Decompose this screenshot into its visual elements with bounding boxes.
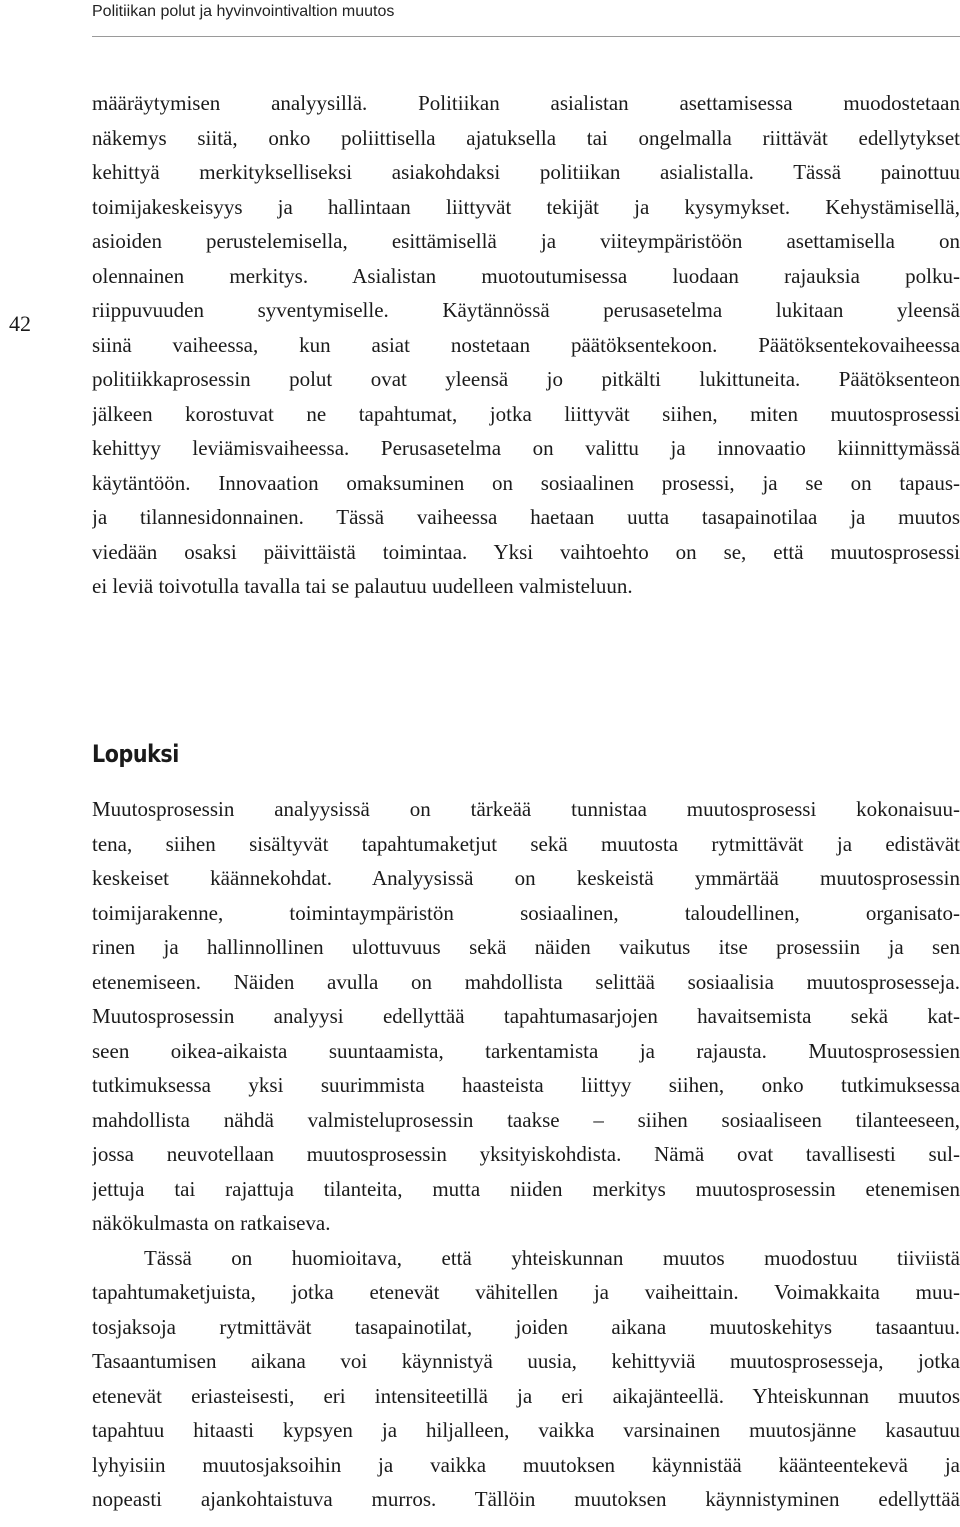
text-line: asioiden perustelemisella, esittämisellä ja viiteympäristöön asettamisella on bbox=[92, 229, 960, 253]
text-line: toimijarakenne, toimintaympäristön sosiaalinen, taloudellinen, organisato- bbox=[92, 900, 960, 925]
text-line: mahdollista nähdä valmisteluprosessin taakse – siihen sosiaaliseen tilanteeseen, bbox=[92, 1107, 960, 1132]
text-line: olennainen merkitys. Asialistan muotoutumisessa luodaan rajauksia polku- bbox=[92, 263, 960, 288]
text-line: määräytymisen analyysillä. Politiikan asialistan asettamisessa muodostetaan bbox=[92, 91, 960, 115]
text-line: lyhyisiin muutosjaksoihin ja vaikka muutoksen käynnistää käänteentekevä ja bbox=[92, 1452, 960, 1477]
body-paragraph-top bbox=[92, 86, 960, 604]
text-line: keskeiset käännekohdat. Analyysissä on keskeistä ymmärtää muutosprosessin bbox=[92, 866, 960, 890]
text-line: rinen ja hallinnollinen ulottuvuus sekä näiden vaikutus itse prosessiin ja sen bbox=[92, 935, 960, 959]
text-line: ja tilannesidonnainen. Tässä vaiheessa haetaan uutta tasapainotilaa ja muutos bbox=[92, 505, 960, 529]
page-number: 42 bbox=[9, 311, 31, 336]
text-line: etenemiseen. Näiden avulla on mahdollista selittää sosiaalisia muutosprosesseja. bbox=[92, 969, 960, 994]
text-line: seen oikea-aikaista suuntaamista, tarkentamista ja rajausta. Muutosprosessien bbox=[92, 1038, 960, 1063]
text-line: tena, siihen sisältyvät tapahtumaketjut sekä muutosta rytmittävät ja edistävät bbox=[92, 831, 960, 856]
text-line: politiikkaprosessin polut ovat yleensä jo pitkälti lukittuneita. Päätöksenteon bbox=[92, 367, 960, 391]
body-section-text bbox=[92, 792, 960, 1517]
text-line: toimijakeskeisyys ja hallintaan liittyvät tekijät ja kysymykset. Kehystämisellä, bbox=[92, 194, 960, 219]
text-line: Tässä on huomioitava, että yhteiskunnan muutos muodostuu tiiviistä bbox=[144, 1245, 960, 1270]
text-line: kehittyä merkitykselliseksi asiakohdaksi politiikan asialistalla. Tässä painottuu bbox=[92, 160, 960, 184]
section-heading: Lopuksi bbox=[92, 740, 179, 768]
text-line: Tasaantumisen aikana voi käynnistyä uusia, kehittyviä muutosprosesseja, jotka bbox=[92, 1349, 960, 1373]
text-line: kehittyy leviämisvaiheessa. Perusasetelma on valittu ja innovaatio kiinnittymässä bbox=[92, 436, 960, 460]
text-line: jettuja tai rajattuja tilanteita, mutta niiden merkitys muutosprosessin etenemisen bbox=[92, 1176, 960, 1201]
text-line: Muutosprosessin analyysissä on tärkeää tunnistaa muutosprosessi kokonaisuu- bbox=[92, 797, 960, 821]
text-line: ei leviä toivotulla tavalla tai se palautuu uudelleen valmisteluun. bbox=[92, 574, 633, 598]
text-line: tapahtumaketjuista, jotka etenevät vähitellen ja vaiheittain. Voimakkaita muu- bbox=[92, 1280, 960, 1304]
text-line: nopeasti ajankohtaistuva murros. Tällöin muutoksen käynnistyminen edellyttää bbox=[92, 1487, 960, 1511]
text-line: etenevät eriasteisesti, eri intensiteetillä ja eri aikajänteellä. Yhteiskunnan muutos bbox=[92, 1383, 960, 1408]
text-line: jälkeen korostuvat ne tapahtumat, jotka liittyvät siihen, miten muutosprosessi bbox=[92, 401, 960, 426]
text-line: tapahtuu hitaasti kypsyen ja hiljalleen, vaikka varsinainen muutosjänne kasautuu bbox=[92, 1418, 960, 1442]
text-line: siinä vaiheessa, kun asiat nostetaan päätöksentekoon. Päätöksentekovaiheessa bbox=[92, 332, 960, 357]
header-rule bbox=[92, 36, 960, 37]
running-header: Politiikan polut ja hyvinvointivaltion muutos bbox=[92, 3, 395, 20]
text-line: näkemys siitä, onko poliittisella ajatuksella tai ongelmalla riittävät edellytykset bbox=[92, 125, 960, 150]
text-line: jossa neuvotellaan muutosprosessin yksityiskohdista. Nämä ovat tavallisesti sul- bbox=[92, 1142, 960, 1166]
text-line: riippuvuuden syventymiselle. Käytännössä perusasetelma lukitaan yleensä bbox=[92, 298, 960, 322]
text-line: Muutosprosessin analyysi edellyttää tapahtumasarjojen havaitsemista sekä kat- bbox=[92, 1004, 960, 1028]
text-line: käytäntöön. Innovaation omaksuminen on sosiaalinen prosessi, ja se on tapaus- bbox=[92, 470, 960, 495]
text-line: näkökulmasta on ratkaiseva. bbox=[92, 1211, 331, 1235]
text-line: tosjaksoja rytmittävät tasapainotilat, joiden aikana muutoskehitys tasaantuu. bbox=[92, 1314, 960, 1339]
text-line: tutkimuksessa yksi suurimmista haasteista liittyy siihen, onko tutkimuksessa bbox=[92, 1073, 960, 1097]
text-line: viedään osaksi päivittäistä toimintaa. Yksi vaihtoehto on se, että muutosprosessi bbox=[92, 539, 960, 564]
